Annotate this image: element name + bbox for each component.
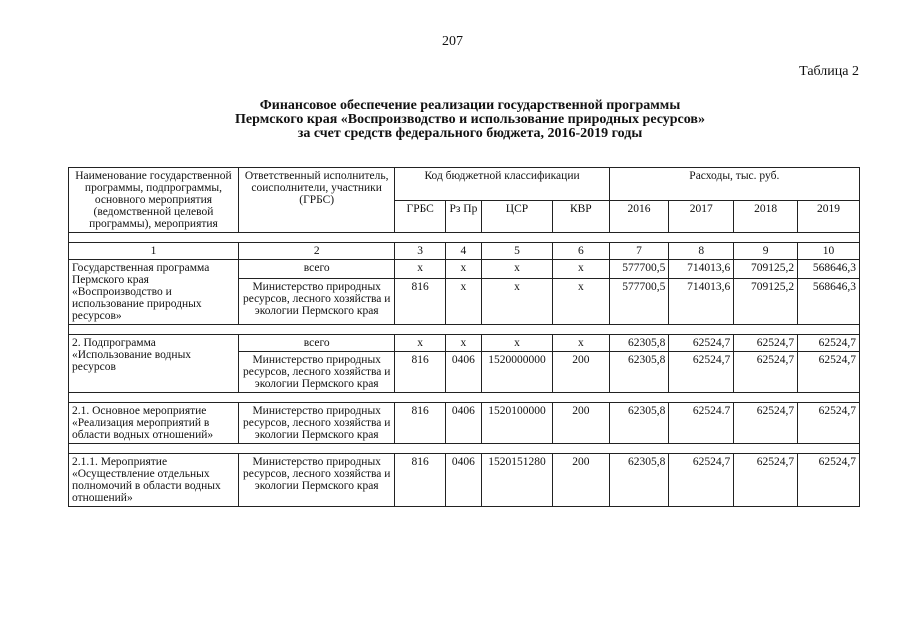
executor-cell: Министерство природных ресурсов, лесного хозяйства и экологии Пермского края — [238, 454, 395, 507]
value-2016-cell: 577700,5 — [609, 279, 669, 325]
kvr-cell: 200 — [552, 352, 609, 393]
kvr-cell: x — [552, 279, 609, 325]
program-name-cell: Государственная программа Пермского края «Воспроизводство и использование природных ресурсов» — [69, 260, 239, 325]
rzpr-cell: 0406 — [445, 454, 481, 507]
header-executor: Ответственный исполнитель, соисполнители, участники (ГРБС) — [238, 168, 395, 233]
executor-cell: Министерство природных ресурсов, лесного хозяйства и экологии Пермского края — [238, 352, 395, 393]
header-kvr: КВР — [552, 200, 609, 233]
page-number: 207 — [442, 34, 463, 49]
table-row — [69, 260, 860, 279]
executor-cell: Министерство природных ресурсов, лесного хозяйства и экологии Пермского края — [238, 403, 395, 444]
header-expenses: Расходы, тыс. руб. — [609, 168, 859, 201]
rzpr-cell: 0406 — [445, 403, 481, 444]
table-row — [69, 335, 860, 352]
document-title — [150, 99, 790, 141]
value-2017-cell: 62524,7 — [669, 454, 734, 507]
grbs-cell: 816 — [395, 403, 445, 444]
executor-cell: Министерство природных ресурсов, лесного хозяйства и экологии Пермского края — [238, 279, 395, 325]
table-label: Таблица 2 — [799, 64, 859, 79]
grbs-cell: 816 — [395, 352, 445, 393]
header-year-2019: 2019 — [798, 200, 860, 233]
csr-cell: x — [481, 279, 552, 325]
rzpr-cell: 0406 — [445, 352, 481, 393]
value-2017-cell: 714013,6 — [669, 279, 734, 325]
header-budget-code: Код бюджетной классификации — [395, 168, 609, 201]
spacer-row — [69, 325, 860, 335]
value-2018-cell: 62524,7 — [734, 403, 798, 444]
col-number: 6 — [552, 243, 609, 260]
rzpr-cell: x — [445, 335, 481, 352]
kvr-cell: 200 — [552, 454, 609, 507]
csr-cell: 1520100000 — [481, 403, 552, 444]
value-2017-cell: 62524.7 — [669, 403, 734, 444]
table-row — [69, 454, 860, 507]
header-year-2017: 2017 — [669, 200, 734, 233]
kvr-cell: 200 — [552, 403, 609, 444]
value-2016-cell: 577700,5 — [609, 260, 669, 279]
title-line-1: Финансовое обеспечение реализации государственной программы — [259, 98, 681, 113]
main-activity-name-cell: 2.1. Основное мероприятие «Реализация мероприятий в области водных отношений» — [69, 403, 239, 444]
value-2018-cell: 62524,7 — [734, 335, 798, 352]
value-2019-cell: 568646,3 — [798, 279, 860, 325]
value-2019-cell: 62524,7 — [798, 454, 860, 507]
col-number: 4 — [445, 243, 481, 260]
csr-cell: x — [481, 260, 552, 279]
header-rzpr: Рз Пр — [445, 200, 481, 233]
grbs-cell: x — [395, 335, 445, 352]
value-2017-cell: 714013,6 — [669, 260, 734, 279]
header-year-2016: 2016 — [609, 200, 669, 233]
value-2019-cell: 62524,7 — [798, 335, 860, 352]
col-number: 3 — [395, 243, 445, 260]
value-2016-cell: 62305,8 — [609, 352, 669, 393]
activity-name-cell: 2.1.1. Мероприятие «Осуществление отдельных полномочий в области водных отношений» — [69, 454, 239, 507]
subprogram-name-cell: 2. Подпрограмма «Использование водных ресурсов — [69, 335, 239, 393]
grbs-cell: x — [395, 260, 445, 279]
header-csr: ЦСР — [481, 200, 552, 233]
csr-cell: 1520151280 — [481, 454, 552, 507]
header-name: Наименование государственной программы, подпрограммы, основного мероприятия (ведомственной целевой программы), мероприятия — [69, 168, 239, 233]
spacer-row — [69, 233, 860, 243]
header-row — [69, 168, 860, 201]
spacer-row — [69, 393, 860, 403]
kvr-cell: x — [552, 335, 609, 352]
col-number: 7 — [609, 243, 669, 260]
title-line-2: Пермского края «Воспроизводство и использование природных ресурсов» — [235, 112, 705, 127]
col-number: 5 — [481, 243, 552, 260]
col-number: 10 — [798, 243, 860, 260]
value-2016-cell: 62305,8 — [609, 454, 669, 507]
value-2018-cell: 62524,7 — [734, 352, 798, 393]
value-2019-cell: 568646,3 — [798, 260, 860, 279]
csr-cell: 1520000000 — [481, 352, 552, 393]
kvr-cell: x — [552, 260, 609, 279]
executor-cell: всего — [238, 260, 395, 279]
rzpr-cell: x — [445, 279, 481, 325]
csr-cell: x — [481, 335, 552, 352]
financing-table — [68, 167, 860, 507]
header-grbs: ГРБС — [395, 200, 445, 233]
value-2018-cell: 709125,2 — [734, 279, 798, 325]
value-2018-cell: 62524,7 — [734, 454, 798, 507]
rzpr-cell: x — [445, 260, 481, 279]
value-2017-cell: 62524,7 — [669, 335, 734, 352]
value-2016-cell: 62305,8 — [609, 335, 669, 352]
grbs-cell: 816 — [395, 454, 445, 507]
col-number: 9 — [734, 243, 798, 260]
value-2018-cell: 709125,2 — [734, 260, 798, 279]
value-2017-cell: 62524,7 — [669, 352, 734, 393]
column-number-row — [69, 243, 860, 260]
spacer-row — [69, 444, 860, 454]
grbs-cell: 816 — [395, 279, 445, 325]
value-2019-cell: 62524,7 — [798, 403, 860, 444]
title-line-3: за счет средств федерального бюджета, 2016-2019 годы — [297, 126, 643, 141]
col-number: 1 — [69, 243, 239, 260]
col-number: 8 — [669, 243, 734, 260]
value-2016-cell: 62305,8 — [609, 403, 669, 444]
table-row — [69, 403, 860, 444]
executor-cell: всего — [238, 335, 395, 352]
value-2019-cell: 62524,7 — [798, 352, 860, 393]
header-year-2018: 2018 — [734, 200, 798, 233]
col-number: 2 — [238, 243, 395, 260]
